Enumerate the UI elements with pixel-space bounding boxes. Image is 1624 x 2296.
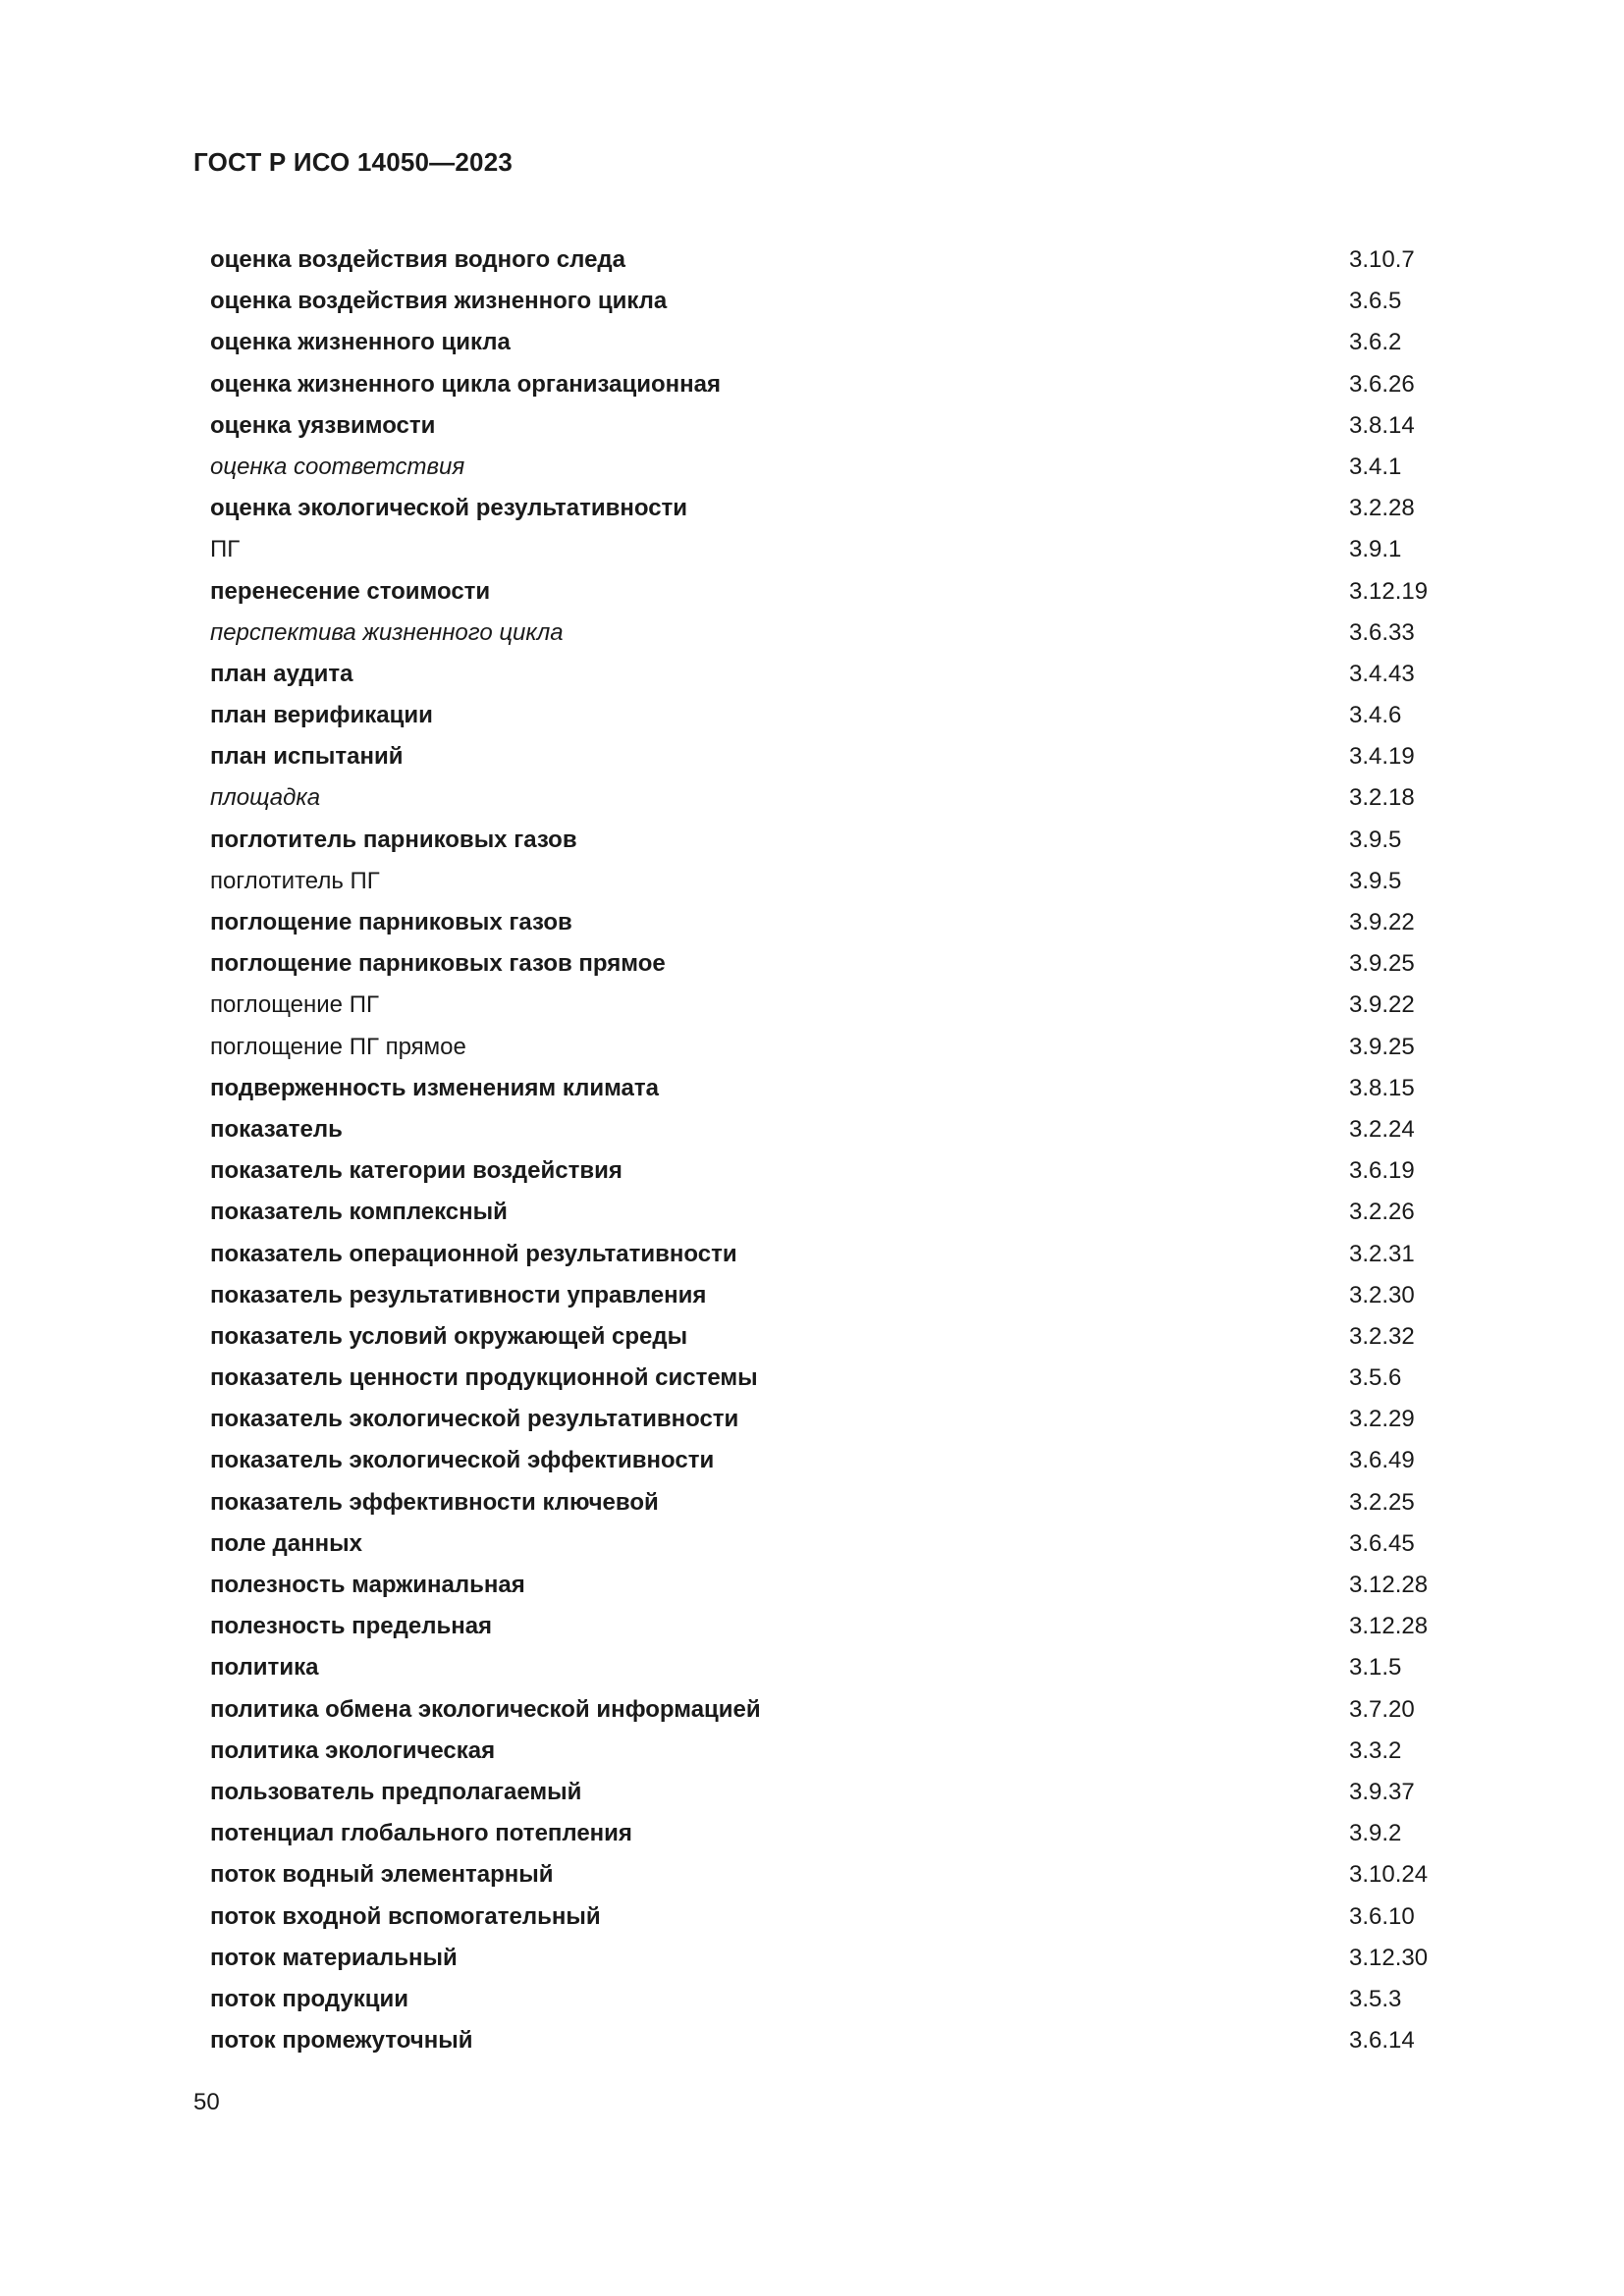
index-entry <box>210 1813 1428 1854</box>
index-term: поток водный элементарный <box>210 1861 554 1889</box>
index-entry <box>210 1068 1428 1109</box>
index-reference: 3.6.5 <box>1349 288 1402 315</box>
index-entry <box>210 820 1428 861</box>
index-term: полезность предельная <box>210 1613 493 1640</box>
index-entry <box>210 861 1428 902</box>
index-reference: 3.2.30 <box>1349 1281 1415 1308</box>
index-entry <box>210 1565 1428 1606</box>
index-term: оценка соответствия <box>210 453 465 480</box>
index-term: показатель условий окружающей среды <box>210 1322 688 1350</box>
index-entry <box>210 1027 1428 1068</box>
index-reference: 3.2.29 <box>1349 1406 1415 1433</box>
index-entry <box>210 654 1428 695</box>
index-entry <box>210 322 1428 363</box>
index-reference: 3.6.14 <box>1349 2027 1415 2055</box>
index-entry <box>210 1192 1428 1233</box>
index-reference: 3.4.6 <box>1349 702 1402 729</box>
index-term: политика обмена экологической информацией <box>210 1695 761 1723</box>
index-term: план верификации <box>210 702 433 729</box>
index-reference: 3.3.2 <box>1349 1736 1402 1764</box>
index-reference: 3.8.15 <box>1349 1074 1415 1101</box>
index-reference: 3.10.24 <box>1349 1861 1429 1889</box>
index-entry <box>210 985 1428 1026</box>
index-reference: 3.9.37 <box>1349 1778 1415 1805</box>
index-entry <box>210 1150 1428 1192</box>
index-entry <box>210 240 1428 281</box>
index-term: показатель экологической эффективности <box>210 1447 715 1474</box>
index-reference: 3.6.33 <box>1349 618 1415 646</box>
index-reference: 3.9.25 <box>1349 950 1415 978</box>
index-term: оценка воздействия водного следа <box>210 246 625 273</box>
index-entry <box>210 529 1428 570</box>
index-entry <box>210 1275 1428 1316</box>
index-reference: 3.6.49 <box>1349 1447 1415 1474</box>
index-entry <box>210 1358 1428 1399</box>
index-entry <box>210 488 1428 529</box>
index-reference: 3.5.6 <box>1349 1364 1402 1392</box>
index-reference: 3.4.19 <box>1349 743 1415 771</box>
index-term: план испытаний <box>210 743 404 771</box>
index-entry <box>210 281 1428 322</box>
index-entry <box>210 1440 1428 1481</box>
index-term: показатель эффективности ключевой <box>210 1488 659 1516</box>
page-number: 50 <box>193 2089 220 2115</box>
index-reference: 3.12.30 <box>1349 1944 1429 1971</box>
index-term: пользователь предполагаемый <box>210 1778 582 1805</box>
index-entry <box>210 613 1428 654</box>
index-entry <box>210 1772 1428 1813</box>
index-entry <box>210 1523 1428 1565</box>
index-entry <box>210 1689 1428 1731</box>
index-reference: 3.9.5 <box>1349 867 1402 894</box>
index-term: поток промежуточный <box>210 2027 473 2055</box>
index-entry <box>210 1938 1428 1979</box>
index-reference: 3.9.5 <box>1349 826 1402 853</box>
index-term: перенесение стоимости <box>210 577 491 605</box>
index-entry <box>210 1854 1428 1896</box>
index-reference: 3.9.2 <box>1349 1820 1402 1847</box>
index-term: поглощение парниковых газов прямое <box>210 950 666 978</box>
index-term: показатель ценности продукционной системы <box>210 1364 758 1392</box>
index-entry <box>210 364 1428 405</box>
index-term: перспектива жизненного цикла <box>210 618 564 646</box>
index-reference: 3.12.28 <box>1349 1613 1429 1640</box>
index-term: план аудита <box>210 660 353 687</box>
index-entry <box>210 1109 1428 1150</box>
index-reference: 3.9.1 <box>1349 536 1402 563</box>
index-entry <box>210 1731 1428 1772</box>
index-term: ПГ <box>210 536 241 563</box>
index-entry <box>210 1896 1428 1938</box>
index-entry <box>210 571 1428 613</box>
index-entry <box>210 1606 1428 1647</box>
index-term: площадка <box>210 784 321 812</box>
index-reference: 3.12.19 <box>1349 577 1429 605</box>
term-index-list <box>210 240 1428 2061</box>
index-term: поток входной вспомогательный <box>210 1902 601 1930</box>
index-term: поглощение ПГ прямое <box>210 1033 466 1060</box>
index-entry <box>210 1647 1428 1688</box>
index-term: оценка уязвимости <box>210 411 436 439</box>
index-reference: 3.2.31 <box>1349 1240 1415 1267</box>
index-reference: 3.6.2 <box>1349 329 1402 356</box>
index-reference: 3.10.7 <box>1349 246 1415 273</box>
index-entry <box>210 777 1428 819</box>
index-reference: 3.1.5 <box>1349 1654 1402 1682</box>
index-term: оценка экологической результативности <box>210 495 688 522</box>
index-reference: 3.9.22 <box>1349 909 1415 935</box>
index-reference: 3.4.1 <box>1349 453 1402 480</box>
index-term: поглотитель ПГ <box>210 867 380 894</box>
index-reference: 3.7.20 <box>1349 1695 1415 1723</box>
index-term: подверженность изменениям климата <box>210 1074 660 1101</box>
index-entry <box>210 1482 1428 1523</box>
index-reference: 3.6.19 <box>1349 1157 1415 1185</box>
index-reference: 3.9.22 <box>1349 991 1415 1019</box>
index-entry <box>210 405 1428 447</box>
index-term: поток материальный <box>210 1944 458 1971</box>
index-entry <box>210 1234 1428 1275</box>
index-entry <box>210 1979 1428 2020</box>
index-term: поглотитель парниковых газов <box>210 826 577 853</box>
index-term: оценка жизненного цикла организационная <box>210 370 721 398</box>
index-reference: 3.12.28 <box>1349 1572 1429 1598</box>
index-reference: 3.5.3 <box>1349 1985 1402 2012</box>
index-reference: 3.6.45 <box>1349 1529 1415 1557</box>
index-entry <box>210 1316 1428 1358</box>
index-term: поглощение ПГ <box>210 991 379 1019</box>
index-term: показатель результативности управления <box>210 1281 707 1308</box>
index-reference: 3.9.25 <box>1349 1033 1415 1060</box>
index-term: показатель комплексный <box>210 1199 508 1226</box>
index-entry <box>210 1399 1428 1440</box>
index-term: потенциал глобального потепления <box>210 1820 632 1847</box>
index-reference: 3.2.24 <box>1349 1115 1415 1143</box>
index-term: оценка воздействия жизненного цикла <box>210 288 668 315</box>
index-entry <box>210 2020 1428 2061</box>
index-reference: 3.4.43 <box>1349 660 1415 687</box>
index-term: политика <box>210 1654 319 1682</box>
index-term: оценка жизненного цикла <box>210 329 511 356</box>
index-term: полезность маржинальная <box>210 1572 525 1598</box>
index-reference: 3.2.25 <box>1349 1488 1415 1516</box>
index-reference: 3.2.32 <box>1349 1322 1415 1350</box>
index-entry <box>210 902 1428 943</box>
index-term: показатель категории воздействия <box>210 1157 623 1185</box>
index-reference: 3.6.26 <box>1349 370 1415 398</box>
index-entry <box>210 943 1428 985</box>
index-term: показатель экологической результативности <box>210 1406 739 1433</box>
index-term: политика экологическая <box>210 1736 496 1764</box>
index-term: поглощение парниковых газов <box>210 909 572 935</box>
index-reference: 3.2.28 <box>1349 495 1415 522</box>
index-term: поток продукции <box>210 1985 408 2012</box>
index-entry <box>210 447 1428 488</box>
index-reference: 3.2.18 <box>1349 784 1415 812</box>
index-reference: 3.8.14 <box>1349 411 1415 439</box>
index-reference: 3.2.26 <box>1349 1199 1415 1226</box>
index-reference: 3.6.10 <box>1349 1902 1415 1930</box>
index-term: поле данных <box>210 1529 362 1557</box>
document-header: ГОСТ Р ИСО 14050—2023 <box>193 147 514 177</box>
index-term: показатель операционной результативности <box>210 1240 737 1267</box>
index-term: показатель <box>210 1115 343 1143</box>
index-entry <box>210 695 1428 736</box>
index-entry <box>210 736 1428 777</box>
